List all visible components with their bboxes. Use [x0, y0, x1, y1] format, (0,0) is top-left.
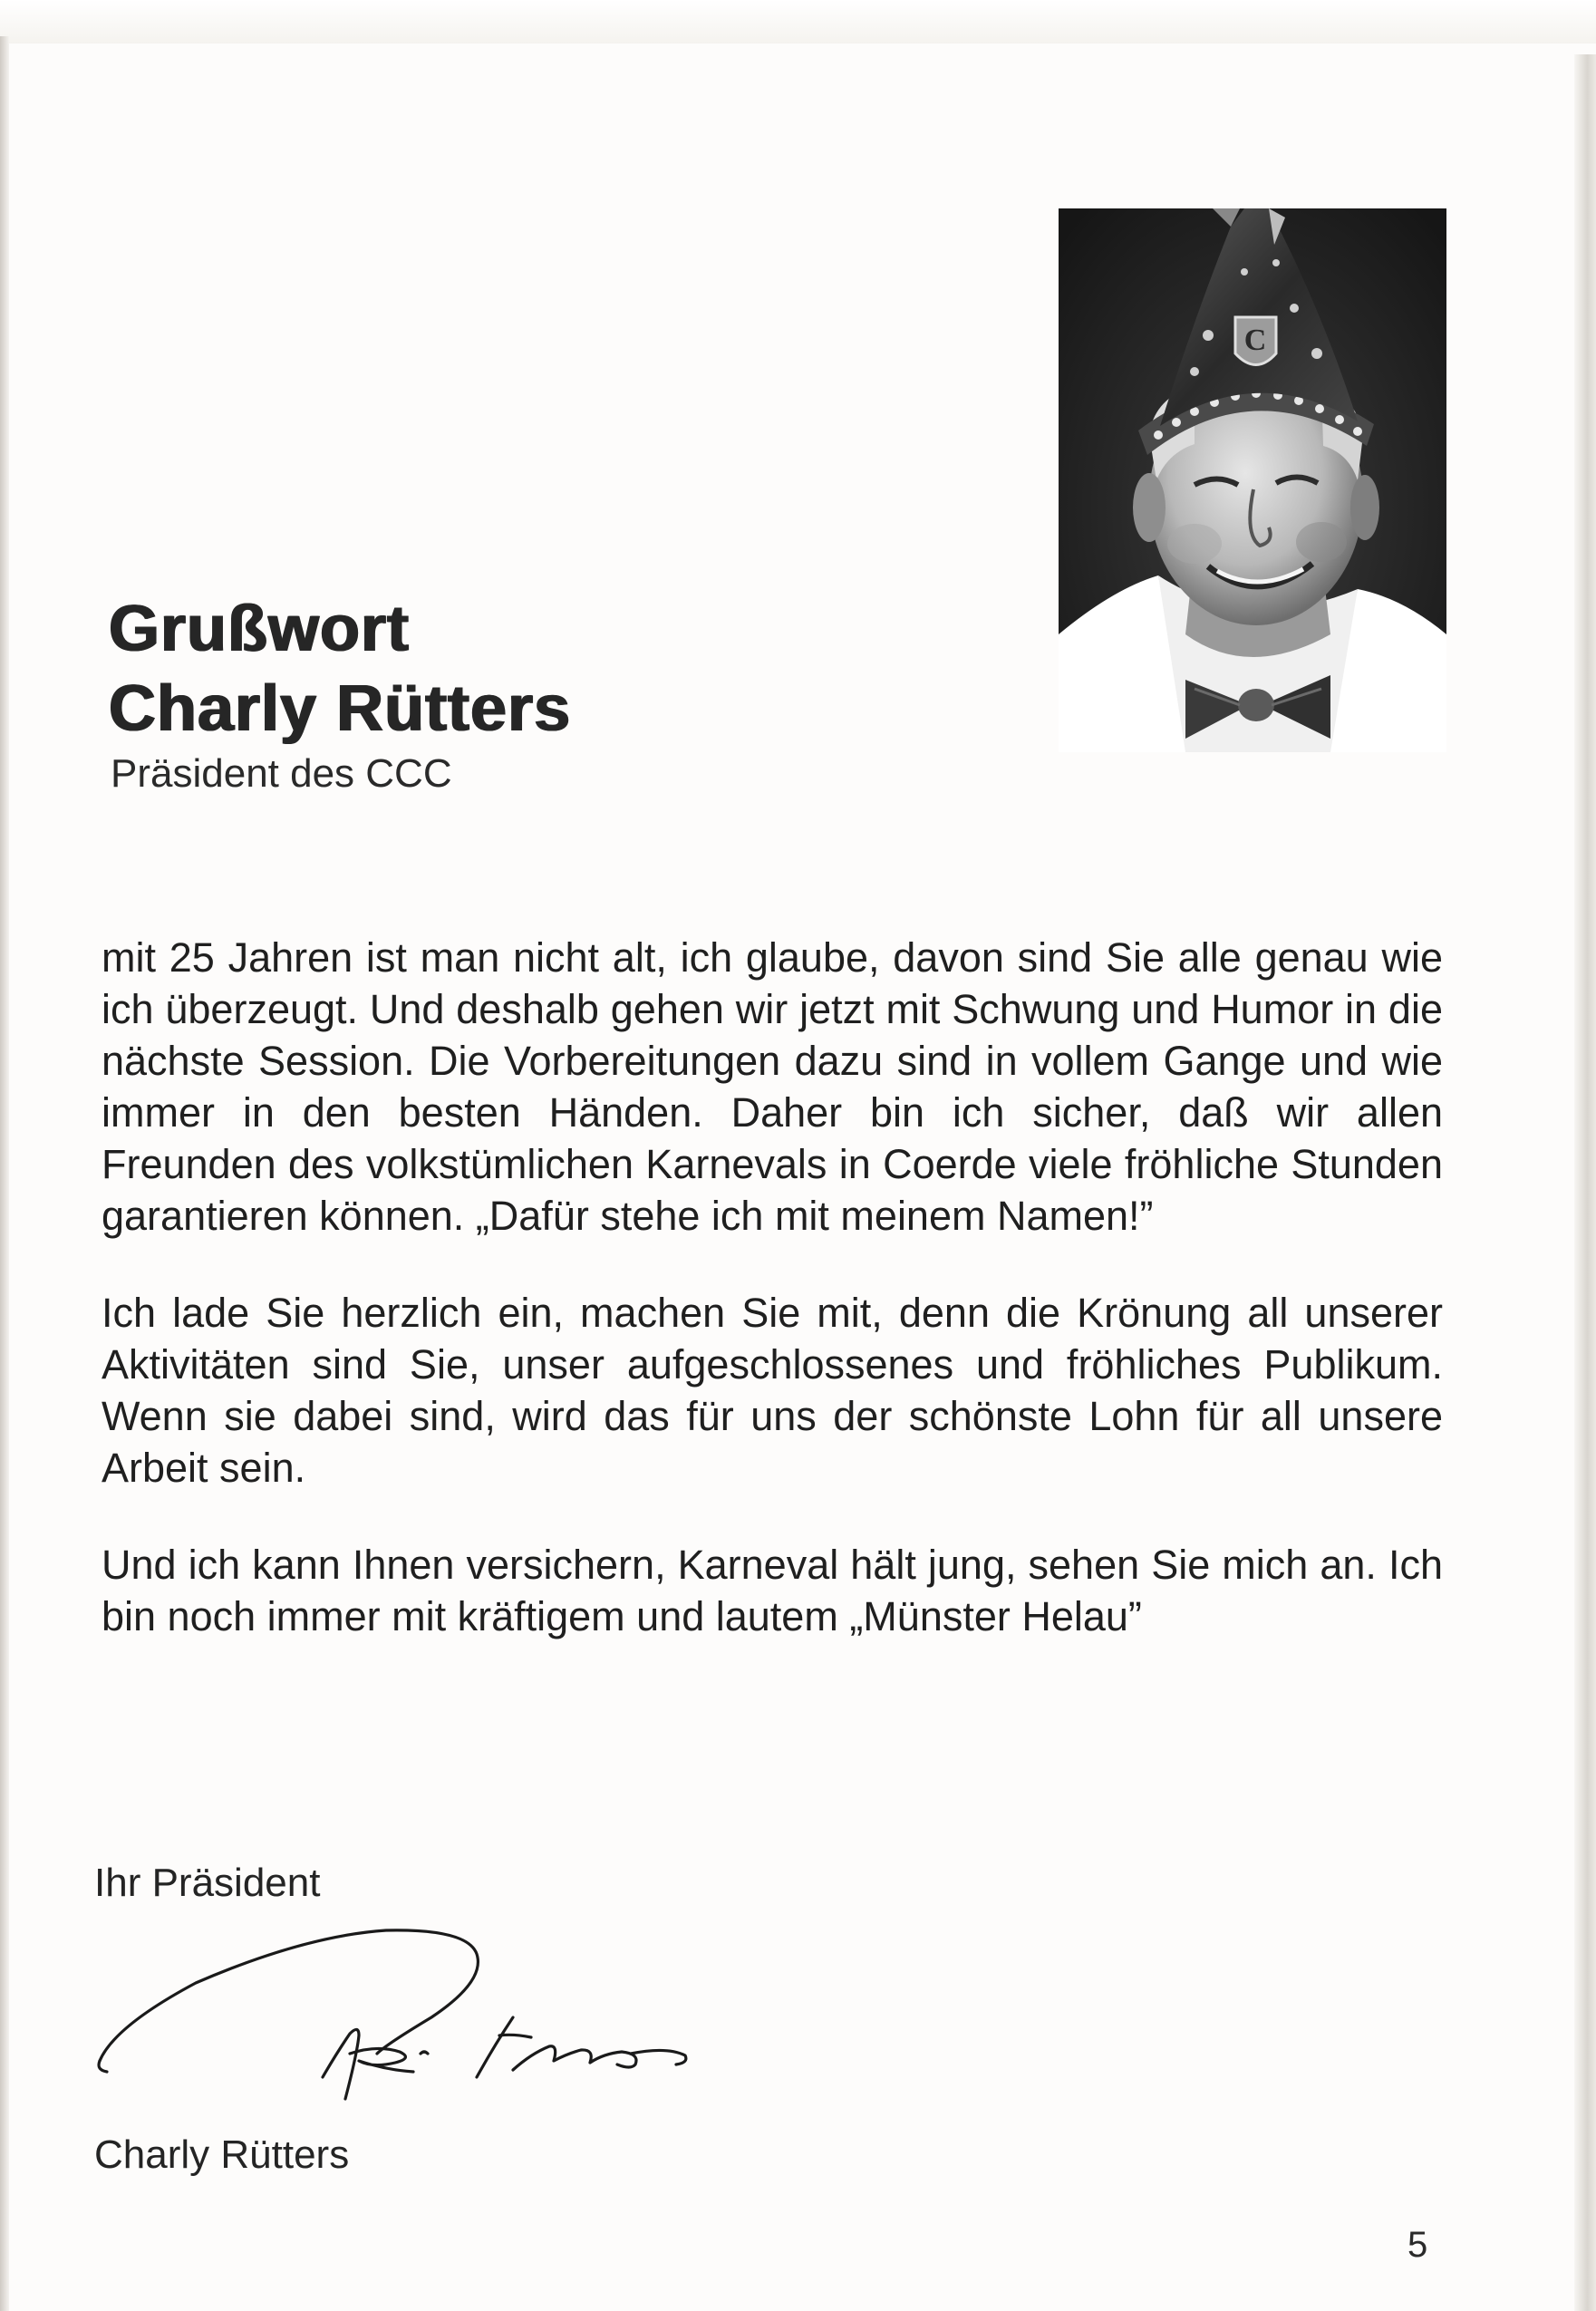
body-paragraph-1: mit 25 Jahren ist man nicht alt, ich glaube, davon sind Sie alle genau wie ich überzeugt. Und deshalb gehen wir jetzt mit Schwung und Humor in die nächste Session. Die Vorbereitungen dazu sind in vollem Gange und wie immer in den besten Händen. Daher bin ich sicher, daß wir allen Freunden des volkstümlichen Karnevals in Coerde viele fröhliche Stunden garantieren können. „Dafür stehe ich mit meinem Namen!”	[102, 934, 1443, 1239]
signer-name: Charly Rütters	[94, 2132, 350, 2177]
author-role: Präsident des CCC	[111, 751, 452, 796]
closing-line: Ihr Präsident	[94, 1861, 321, 1905]
letter-body	[102, 932, 1443, 1687]
body-paragraph-3: Und ich kann Ihnen versichern, Karneval hält jung, sehen Sie mich an. Ich bin noch immer mit kräftigem und lautem „Münster Helau”	[102, 1542, 1443, 1639]
page-top-edge	[0, 0, 1596, 44]
cap-crest-letter: C	[1243, 324, 1267, 357]
portrait-photo	[1059, 208, 1446, 752]
body-paragraph-2: Ich lade Sie herzlich ein, machen Sie mit, denn die Krönung all unserer Aktivitäten sind Sie, unser aufgeschlossenes und fröhliches Publikum. Wenn sie dabei sind, wird das für uns der schönste Lohn für all unsere Arbeit sein.	[102, 1290, 1443, 1491]
heading	[109, 589, 571, 749]
heading-title: Grußwort	[109, 593, 410, 665]
handwritten-signature	[87, 1918, 703, 2135]
page-right-edge	[1574, 54, 1596, 2311]
heading-author: Charly Rütters	[109, 672, 572, 745]
page-spine-shadow	[0, 36, 9, 2311]
page-number: 5	[1407, 2225, 1428, 2265]
